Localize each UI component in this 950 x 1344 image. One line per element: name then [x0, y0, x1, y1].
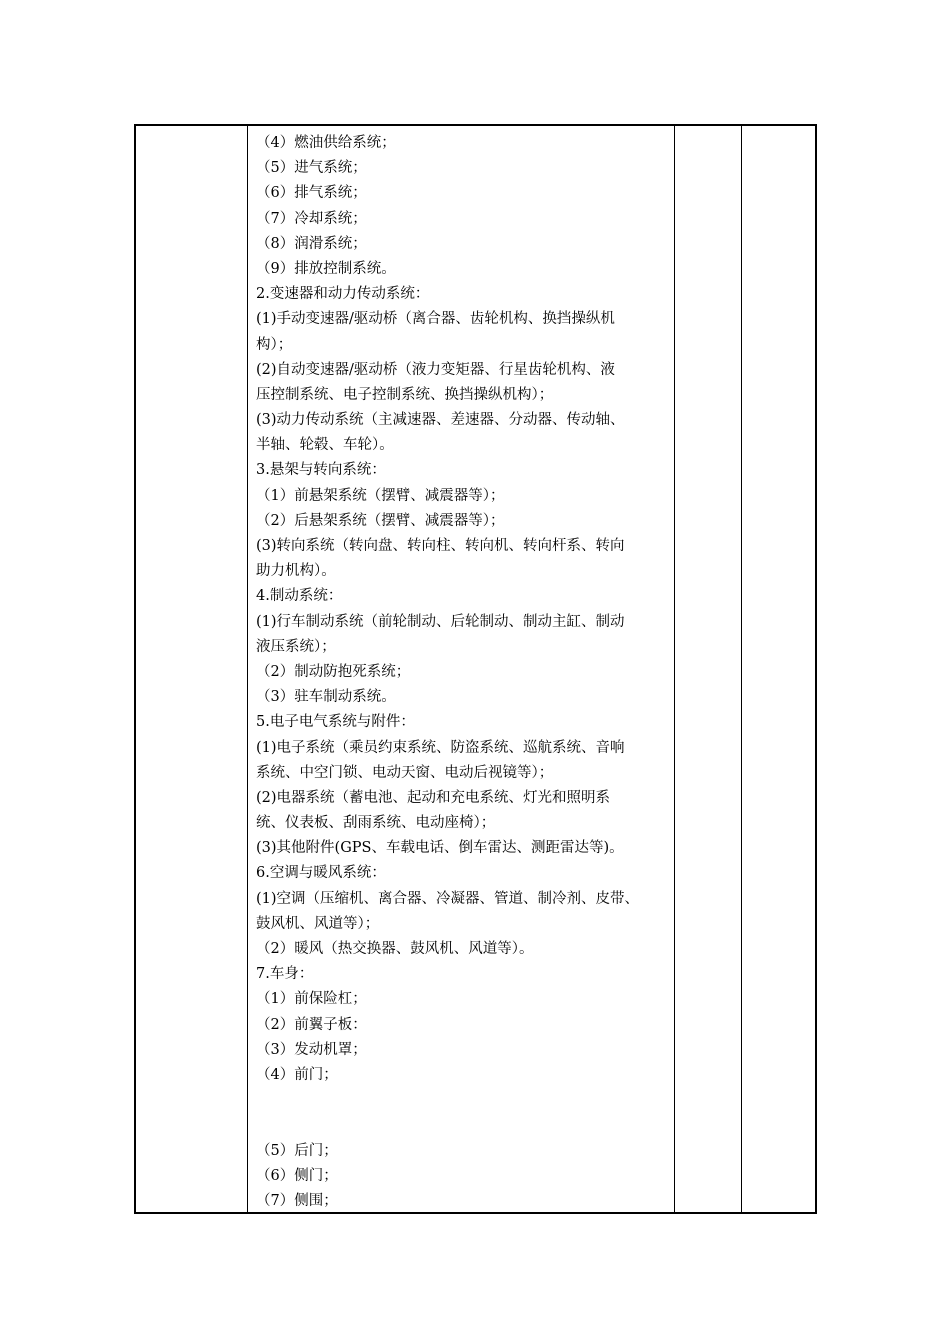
text-line: (3)动力传动系统（主减速器、差速器、分动器、传动轴、 [256, 412, 625, 429]
text-line: (2)自动变速器/驱动桥（液力变矩器、行星齿轮机构、液 [256, 361, 615, 378]
text-line: （5）后门； [256, 1142, 338, 1159]
text-line: （2）后悬架系统（摆臂、减震器等）； [256, 512, 505, 529]
content-cell [256, 131, 676, 1214]
column-divider [247, 126, 248, 1212]
text-line: (1)手动变速器/驱动桥（离合器、齿轮机构、换挡操纵机 [256, 311, 615, 328]
text-line: （4）前门； [256, 1066, 338, 1083]
text-line: （3）驻车制动系统。 [256, 689, 396, 706]
content-lines-part1 [256, 131, 676, 1088]
text-line: 助力机构）。 [256, 563, 336, 580]
document-table [134, 124, 817, 1214]
text-line: （2）制动防抱死系统； [256, 663, 411, 680]
text-line: (3)转向系统（转向盘、转向柱、转向机、转向杆系、转向 [256, 538, 625, 554]
text-line: 2.变速器和动力传动系统： [256, 286, 430, 303]
text-line: （4）燃油供给系统； [256, 135, 396, 151]
text-line: 统、仪表板、刮雨系统、电动座椅）； [256, 815, 496, 832]
text-line: （9）排放控制系统。 [256, 260, 396, 277]
text-line: （1）前悬架系统（摆臂、减震器等）； [256, 487, 505, 504]
text-line: (3)其他附件(GPS、车载电话、倒车雷达、测距雷达等)。 [256, 840, 624, 857]
text-line: 4.制动系统： [256, 588, 343, 605]
text-line: （2）前翼子板： [256, 1016, 367, 1033]
text-line: （7）侧围； [256, 1192, 338, 1209]
text-line: 6.空调与暖风系统： [256, 865, 386, 882]
text-line: （6）排气系统； [256, 185, 367, 202]
text-line: 鼓风机、风道等）； [256, 915, 380, 932]
text-line: (1)电子系统（乘员约束系统、防盗系统、巡航系统、音响 [256, 739, 625, 756]
text-line: （7）冷却系统； [256, 210, 367, 227]
text-line: （8）润滑系统； [256, 235, 367, 252]
content-lines-part2 [256, 1139, 676, 1215]
text-line: (2)电器系统（蓄电池、起动和充电系统、灯光和照明系 [256, 789, 611, 806]
text-line: (1)空调（压缩机、离合器、冷凝器、管道、制冷剂、皮带、 [256, 890, 640, 907]
text-line: （3）发动机罩； [256, 1041, 367, 1058]
text-line: 压控制系统、电子控制系统、换挡操纵机构）； [256, 386, 554, 403]
text-line: 半轴、轮毂、车轮）。 [256, 437, 394, 454]
blank-space [256, 1088, 676, 1138]
text-line: 7.车身： [256, 966, 314, 983]
text-line: 液压系统）； [256, 638, 336, 655]
text-line: （6）侧门； [256, 1167, 338, 1184]
text-line: （1）前保险杠； [256, 991, 367, 1008]
text-line: （5）进气系统； [256, 160, 367, 177]
text-line: 5.电子电气系统与附件： [256, 714, 415, 731]
text-line: （2）暖风（热交换器、鼓风机、风道等）。 [256, 941, 534, 957]
text-line: 系统、中空门锁、电动天窗、电动后视镜等）； [256, 764, 554, 781]
text-line: 构）； [256, 336, 293, 353]
text-line: (1)行车制动系统（前轮制动、后轮制动、制动主缸、制动 [256, 613, 625, 630]
text-line: 3.悬架与转向系统： [256, 462, 386, 479]
column-divider [741, 126, 742, 1212]
